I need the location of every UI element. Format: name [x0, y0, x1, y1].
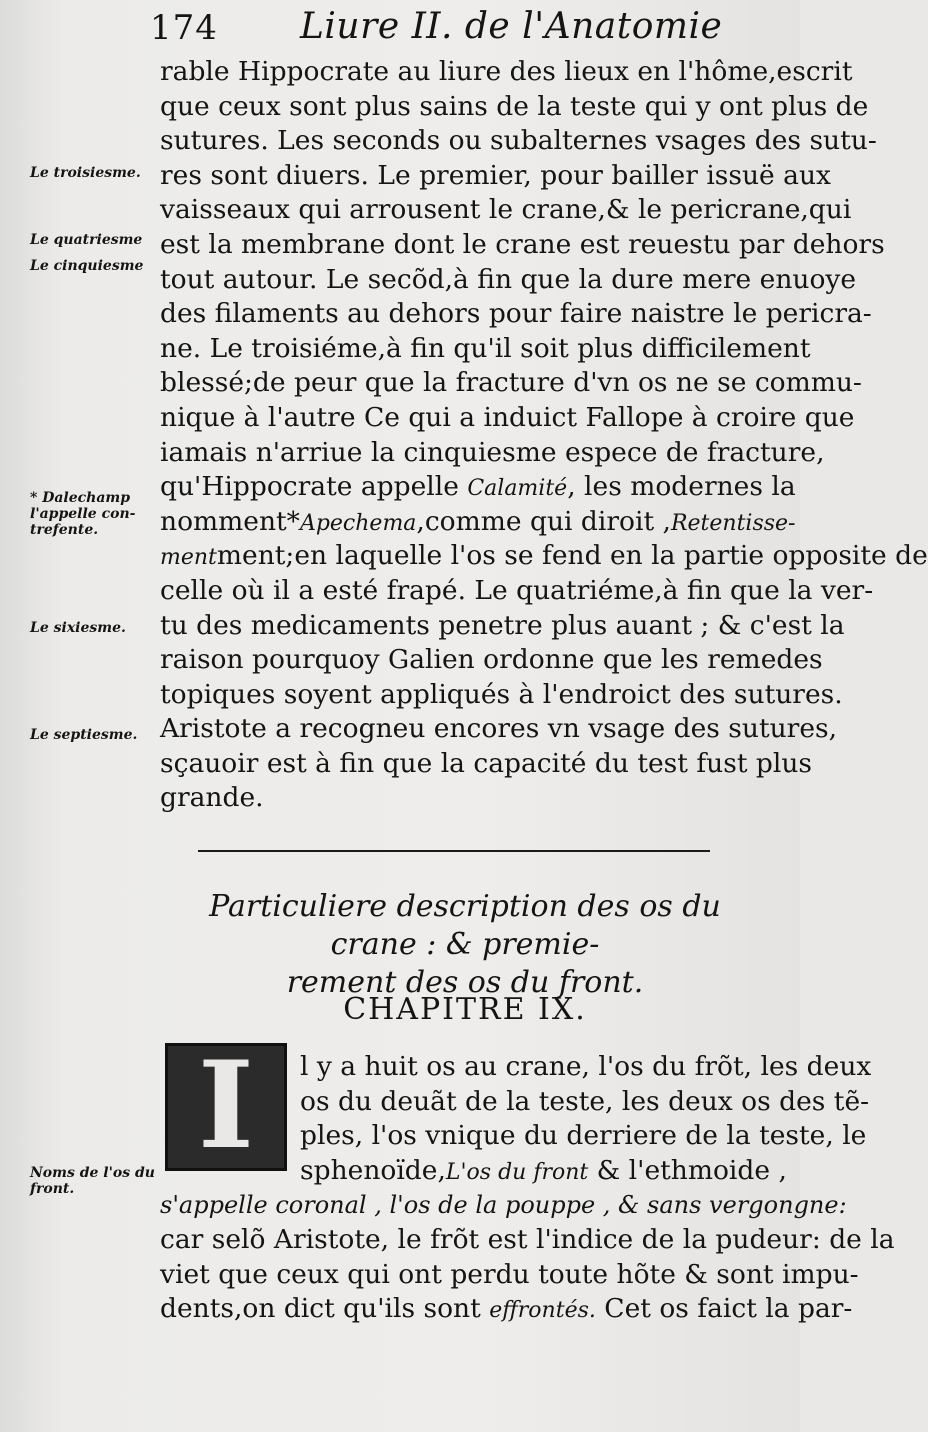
- italic-term: L'os du front: [445, 1159, 589, 1185]
- text-line: blessé;de peur que la fracture d'vn os ne se commu-: [160, 367, 862, 399]
- page-number: 174: [150, 8, 218, 48]
- text-line: s'appelle coronal , l'os de la pouppe , & sans vergongne:: [160, 1191, 847, 1220]
- text-segment: qu'Hippocrate appelle: [160, 471, 459, 503]
- italic-term: Calamité: [467, 476, 568, 502]
- text-line: [160, 1154, 787, 1189]
- text-line: grande.: [160, 782, 264, 814]
- italic-term: Apechema: [299, 510, 417, 536]
- text-segment: & l'ethmoide ,: [588, 1154, 787, 1186]
- text-line: raison pourquoy Galien ordonne que les remedes: [160, 644, 823, 676]
- italic-term: effrontés.: [489, 1298, 596, 1324]
- text-line: nique à l'autre Ce qui a induict Fallope à croire que: [160, 401, 855, 433]
- text-line: [160, 470, 796, 505]
- page-header: [0, 6, 800, 54]
- section-title-line: rement des os du front.: [286, 965, 644, 1000]
- section-title: [165, 888, 765, 1002]
- chapter-heading: CHAPITRE IX.: [343, 992, 587, 1027]
- text-line: rable Hippocrate au liure des lieux en l'hôme,escrit: [160, 56, 853, 87]
- running-head: Liure II. de l'Anatomie: [300, 6, 723, 47]
- text-line: viet que ceux qui ont perdu toute hõte & sont impu-: [160, 1258, 859, 1290]
- text-segment: Cet os faict la par-: [595, 1293, 853, 1325]
- text-segment: nomment*: [160, 505, 300, 537]
- margin-note-troisiesme: Le troisiesme.: [30, 165, 141, 181]
- margin-note-septiesme: Le septiesme.: [30, 727, 138, 743]
- text-line: os du deuãt de la teste, les deux os des tẽ-: [300, 1085, 870, 1117]
- margin-note-sixiesme: Le sixiesme.: [30, 620, 126, 636]
- margin-note-quatriesme: Le quatriesme: [30, 232, 143, 248]
- text-line: l y a huit os au crane, l'os du frõt, les deux: [300, 1051, 872, 1082]
- text-line: sçauoir est à fin que la capacité du test fust plus: [160, 747, 812, 779]
- text-line: [160, 1292, 853, 1327]
- text-segment: ment;en laquelle l'os se fend en la partie opposite de: [216, 540, 928, 572]
- text-line: est la membrane dont le crane est reuestu par dehors: [160, 228, 885, 260]
- text-segment: dents,on dict qu'ils sont: [160, 1293, 481, 1325]
- body-text: [160, 55, 928, 816]
- text-line: vaisseaux qui arrousent le crane,& le pericrane,qui: [160, 194, 852, 226]
- text-line: iamais n'arriue la cinquiesme espece de fracture,: [160, 436, 825, 468]
- drop-cap-letter: I: [197, 1035, 255, 1176]
- text-line: Aristote a recogneu encores vn vsage des sutures,: [160, 713, 838, 745]
- text-line: tu des medicaments penetre plus auant ; & c'est la: [160, 609, 845, 641]
- margin-note-dalechamp: * Dalechamp l'appelle con-trefente.: [30, 490, 136, 538]
- text-line: sutures. Les seconds ou subalternes vsages des sutu-: [160, 125, 877, 157]
- italic-term: ment: [160, 545, 217, 571]
- text-segment: sphenoïde,: [300, 1154, 446, 1186]
- text-segment: , les modernes la: [567, 471, 796, 503]
- margin-note-cinquiesme: Le cinquiesme: [30, 258, 144, 274]
- text-line: celle où il a esté frapé. Le quatriéme,à fin que la ver-: [160, 574, 874, 606]
- italic-term: Retentisse-: [670, 510, 796, 536]
- text-line: res sont diuers. Le premier, pour bailler issuë aux: [160, 159, 831, 191]
- text-line: topiques soyent appliqués à l'endroict des sutures.: [160, 678, 843, 710]
- text-line: tout autour. Le secõd,à fin que la dure mere enuoye: [160, 263, 857, 295]
- text-line: des filaments au dehors pour faire naistre le pericra-: [160, 298, 872, 330]
- text-line: que ceux sont plus sains de la teste qui y ont plus de: [160, 90, 869, 122]
- text-line: car selõ Aristote, le frõt est l'indice de la pudeur: de la: [160, 1223, 895, 1255]
- divider-rule: [198, 850, 710, 852]
- text-line: ne. Le troisiéme,à fin qu'il soit plus difficilement: [160, 332, 811, 364]
- text-line: [160, 505, 796, 540]
- text-line: [160, 539, 928, 574]
- chapter-text: [160, 1050, 895, 1327]
- margin-note-noms-du-front: Noms de l'os du front.: [30, 1165, 155, 1197]
- text-line: ples, l'os vnique du derriere de la teste, le: [300, 1120, 867, 1152]
- section-title-line: Particuliere description des os du crane : & premie-: [209, 889, 721, 962]
- text-segment: ,comme qui diroit ,: [416, 505, 671, 537]
